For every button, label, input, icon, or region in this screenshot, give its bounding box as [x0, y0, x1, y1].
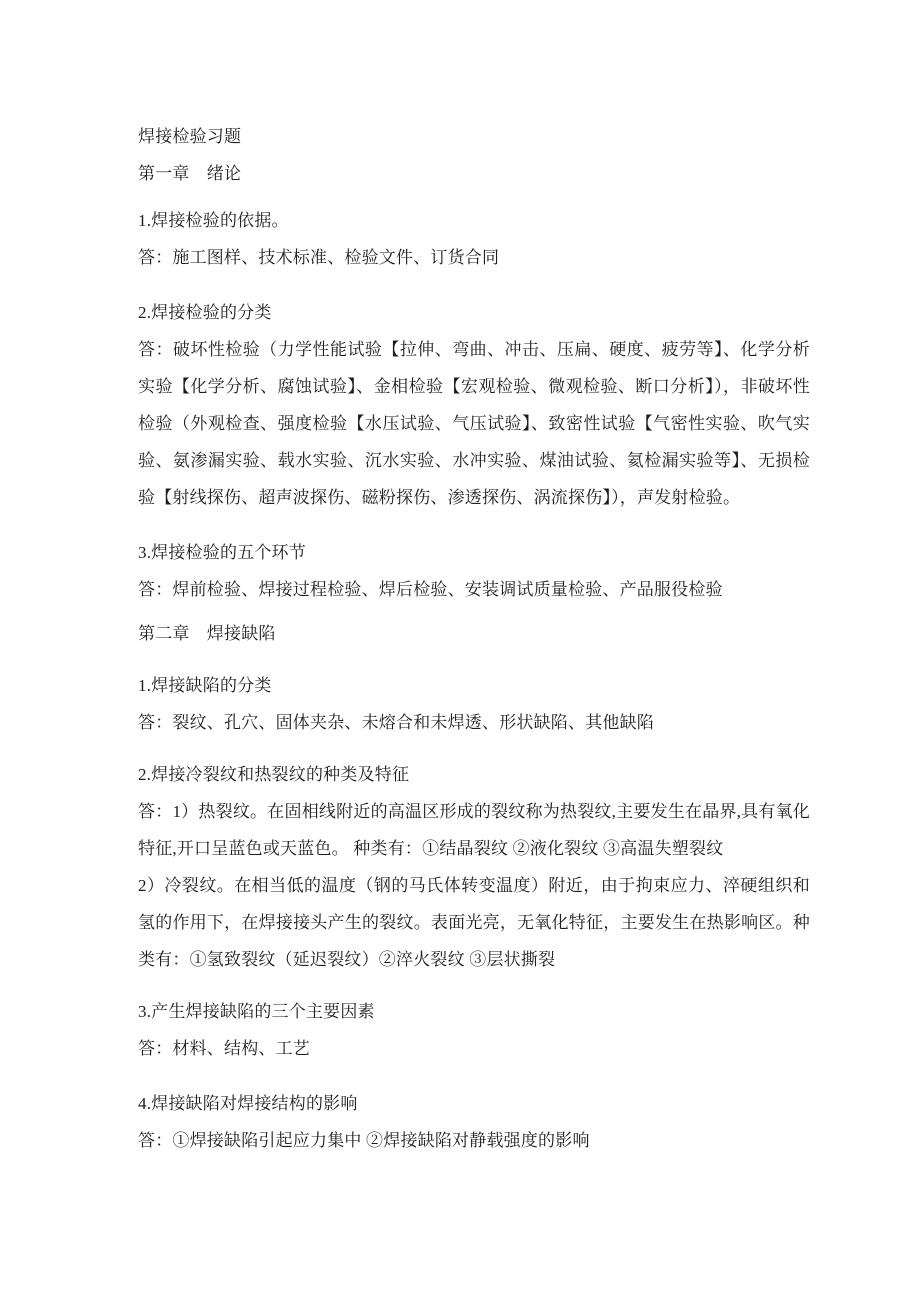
- chapter-2-heading: 第二章 焊接缺陷: [138, 624, 276, 643]
- chapter-1-heading: 第一章 绪论: [138, 164, 242, 183]
- chapter-1-answer-1: 答：施工图样、技术标准、检验文件、订货合同: [138, 248, 500, 267]
- chapter-2-answer-2-paragraph-1: 答：1）热裂纹。在固相线附近的高温区形成的裂纹称为热裂纹,主要发生在晶界,具有氧化特征,开口呈蓝色或天蓝色。 种类有：①结晶裂纹 ②液化裂纹 ③高温失塑裂纹: [138, 802, 810, 858]
- chapter-2-answer-2-paragraph-2: 2）冷裂纹。在相当低的温度（钢的马氏体转变温度）附近，由于拘束应力、淬硬组织和氢的作用下，在焊接接头产生的裂纹。表面光亮，无氧化特征，主要发生在热影响区。种类有：①氢致裂纹（延迟裂纹）②淬火裂纹 ③层状撕裂: [138, 876, 810, 969]
- chapter-2-question-4: 4.焊接缺陷对焊接结构的影响: [138, 1094, 358, 1113]
- document-title: 焊接检验习题: [138, 127, 242, 146]
- chapter-1-question-1: 1.焊接检验的依据。: [138, 211, 289, 230]
- chapter-1-answer-3: 答：焊前检验、焊接过程检验、焊后检验、安装调试质量检验、产品服役检验: [138, 580, 723, 599]
- chapter-2-answer-4: 答：①焊接缺陷引起应力集中 ②焊接缺陷对静载强度的影响: [138, 1131, 590, 1150]
- chapter-1-answer-2: 答：破坏性检验（力学性能试验【拉伸、弯曲、冲击、压扁、硬度、疲劳等】、化学分析实验【化学分析、腐蚀试验】、金相检验【宏观检验、微观检验、断口分析】），非破坏性检验（外观检查、强度检验【水压试验、气压试验】、致密性试验【气密性实验、吹气实验、氨渗漏实验、载水实验、沉水实验、水冲实验、煤油试验、氦检漏实验等】、无损检验【射线探伤、超声波探伤、磁粉探伤、渗透探伤、涡流探伤】），声发射检验。: [138, 340, 810, 507]
- chapter-2-question-2: 2.焊接冷裂纹和热裂纹的种类及特征: [138, 765, 410, 784]
- chapter-1-question-3: 3.焊接检验的五个环节: [138, 543, 306, 562]
- chapter-1-question-2: 2.焊接检验的分类: [138, 303, 272, 322]
- chapter-2-answer-3: 答：材料、结构、工艺: [138, 1039, 310, 1058]
- chapter-2-question-1: 1.焊接缺陷的分类: [138, 676, 272, 695]
- chapter-2-answer-1: 答：裂纹、孔穴、固体夹杂、未熔合和未焊透、形状缺陷、其他缺陷: [138, 713, 654, 732]
- chapter-2-question-3: 3.产生焊接缺陷的三个主要因素: [138, 1002, 375, 1021]
